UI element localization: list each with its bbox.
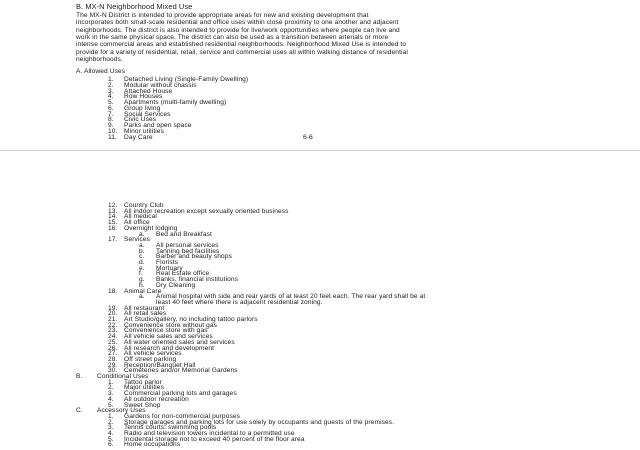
list-item-number: 2. (108, 81, 114, 89)
list-item-number: 9. (108, 122, 114, 129)
list-item-number: 5. (108, 99, 114, 106)
list-item: Off street parking (124, 355, 177, 363)
list-item-number: 11. (108, 133, 117, 141)
list-item-number: 4. (108, 93, 114, 101)
list-item-number: d. (139, 259, 145, 266)
list-item: Civic Uses (124, 116, 157, 124)
list-item-number: 12. (108, 202, 118, 209)
list-item-number: 3. (108, 424, 114, 432)
list-item: All water oriented sales and services (124, 338, 235, 346)
list-item: Cemeteries and/or Memorial Gardens (124, 367, 238, 375)
list-item: Major utilities (124, 384, 164, 392)
list-item-number: 28. (108, 355, 118, 363)
list-item-number: 17. (108, 236, 118, 244)
list-item-number: e. (139, 264, 145, 272)
list-item-number: 7. (108, 110, 114, 118)
intro-line: neighborhoods. (76, 55, 123, 63)
section-subheading: Conditional Uses (97, 373, 149, 380)
list-item-number: a. (139, 241, 145, 249)
list-item-number: c. (139, 253, 145, 261)
list-item: All retail sales (124, 310, 167, 318)
list-item-number: 29. (108, 361, 118, 369)
list-item: Convenience store without gas (124, 321, 218, 329)
list-item: All research and development (124, 344, 215, 352)
intro-line: The MX-N District is intended to provide appropriate areas for new and existing development that (76, 12, 369, 19)
list-item: Bed and Breakfast (156, 230, 212, 238)
page-top (0, 0, 640, 151)
allowed-uses-heading: A. Allowed Uses (76, 68, 126, 75)
list-item: Sweet Shop (124, 401, 161, 409)
list-item-number: 15. (108, 219, 118, 227)
intro-line: neighborhoods. The district is also intended to provide for live/work opportunities where people can live and (76, 26, 400, 34)
list-item: All medical (124, 213, 157, 221)
list-item-number: C. (76, 407, 83, 415)
list-item: All vehicle services (124, 350, 182, 358)
intro-line: provide for a variety of residential, retail, service and commercial uses all within walking distance of residential (76, 48, 408, 56)
list-item-number: 5. (108, 435, 114, 443)
list-item: Radio and television towers incidental to a permitted use (124, 430, 295, 437)
intro-line: intense commercial areas and established residential neighborhoods. Neighborhood Mixed Use is intended to (76, 41, 407, 49)
list-item-number: 24. (108, 333, 118, 341)
list-item-number: a. (139, 293, 145, 301)
list-item: Row Houses (124, 93, 163, 101)
list-item: Incidental storage not to exceed 40 percent of the floor area (124, 435, 305, 443)
list-item-number: 1. (108, 378, 114, 386)
list-item: Tennis courts, swimming pools (124, 424, 217, 432)
section-subheading: Accessory Uses (97, 407, 146, 415)
list-item-number: 20. (108, 310, 118, 318)
list-item: Animal hospital with side and rear yards of at least 20 feet each. The rear yard shall be at (156, 293, 426, 301)
list-item: Parks and open space (124, 122, 192, 129)
list-item-number: 1. (108, 76, 114, 83)
list-item-number: 14. (108, 213, 118, 221)
list-item: All personal services (156, 241, 219, 249)
list-item: Country Club (124, 202, 164, 209)
list-item: Tattoo parlor (124, 378, 162, 386)
list-item: All office (124, 219, 150, 227)
list-item: Storage garages and parking lots for use solely by occupants and guests of the premises. (124, 418, 395, 426)
list-item: Services (124, 236, 151, 244)
list-item: Modular without chassis (124, 81, 197, 89)
list-item: Detached Living (Single-Family Dwelling) (124, 76, 249, 83)
list-item-number: b. (139, 247, 145, 255)
list-item: Reception/Banquet Hall (124, 361, 196, 369)
list-item-number: B. (76, 373, 83, 380)
list-item-number: h. (139, 281, 145, 289)
list-item-number: 26. (108, 344, 118, 352)
list-item: Minor utilities (124, 127, 164, 135)
list-item: Commercial parking lots and garages (124, 390, 237, 398)
list-item: least 40 feet where there is adjacent residential zoning. (156, 298, 323, 306)
list-item: Convenience store with gas (124, 327, 208, 335)
list-item-number: 5. (108, 401, 114, 409)
list-item: Day Care (124, 133, 153, 141)
list-item-number: 4. (108, 395, 114, 403)
list-item: Group living (124, 104, 161, 112)
list-item-number: 3. (108, 87, 114, 95)
list-item-number: 3. (108, 390, 114, 398)
list-item: All indoor recreation except sexually oriented business (124, 207, 289, 215)
list-item-number: 6. (108, 441, 114, 449)
list-item: All outdoor recreation (124, 395, 189, 403)
list-item-number: 23. (108, 327, 118, 335)
page-number: 6-6 (303, 134, 313, 141)
list-item: Real Estate office (156, 270, 210, 278)
list-item: Barber and beauty shops (156, 253, 232, 261)
list-item-number: 30. (108, 367, 118, 375)
list-item: Mortuary (156, 264, 183, 272)
list-item-number: 21. (108, 316, 118, 323)
section-heading: B. MX-N Neighborhood Mixed Use (76, 2, 193, 11)
list-item-number: 25. (108, 338, 118, 346)
list-item-number: 10. (108, 127, 118, 135)
intro-line: incorporates both small-scale residential and office uses within close proximity to one another and adjacent (76, 19, 399, 27)
list-item: Attached House (124, 87, 173, 95)
list-item: Social Services (124, 110, 171, 118)
list-item-number: g. (139, 276, 145, 284)
list-item: Banks, financial institutions (156, 276, 239, 284)
list-item-number: 22. (108, 321, 118, 329)
list-item-number: 13. (108, 207, 118, 215)
list-item: Animal Care (124, 287, 162, 295)
list-item: Dry Cleaning (156, 281, 196, 289)
list-item-number: 18. (108, 287, 118, 295)
list-item-number: 2. (108, 384, 114, 392)
list-item-number: 16. (108, 224, 118, 232)
list-item: Home occupations (124, 441, 181, 449)
list-item: Apartments (multi-family dwelling) (124, 99, 227, 106)
list-item-number: a. (139, 230, 145, 238)
list-item-number: f. (139, 270, 143, 278)
list-item-number: 6. (108, 104, 114, 112)
list-item: Art Studio/gallery, no including tattoo parlors (124, 316, 258, 323)
list-item: Overnight lodging (124, 224, 178, 232)
list-item-number: 2. (108, 418, 114, 426)
list-item: All vehicle sales and services (124, 333, 213, 341)
list-item: Tanning bed facilities (156, 247, 220, 255)
list-item-number: 1. (108, 412, 114, 420)
intro-line: work in the same physical space. The district can also be used as a transition between arterials or more (76, 33, 389, 41)
page-bottom (0, 196, 640, 450)
list-item: All restaurant (124, 304, 165, 312)
page-gap (0, 151, 640, 195)
list-item-number: 27. (108, 350, 118, 358)
list-item-number: 4. (108, 430, 114, 437)
list-item: Florists (156, 259, 179, 266)
list-item-number: 8. (108, 116, 114, 124)
list-item-number: 19. (108, 304, 118, 312)
list-item: Gardens for non-commercial purposes (124, 412, 241, 420)
